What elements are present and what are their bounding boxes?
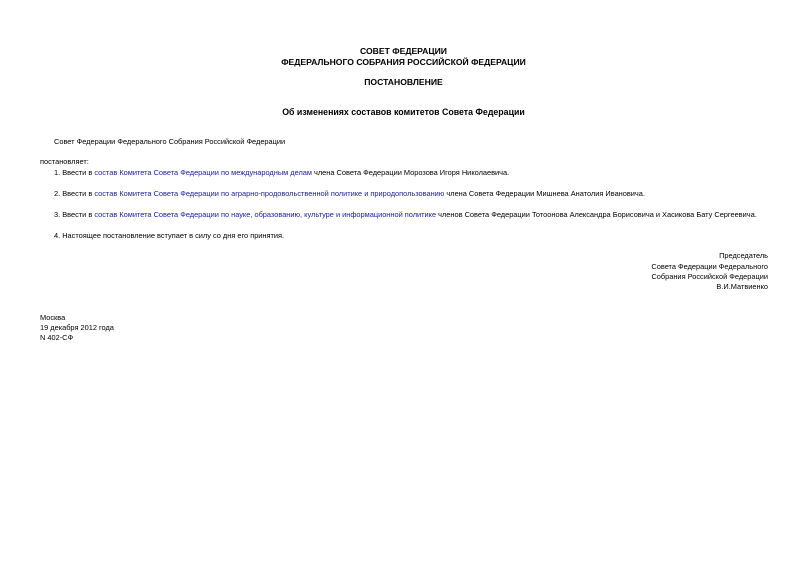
item-2-suffix: члена Совета Федерации Мишнева Анатолия Ивановича. — [444, 189, 645, 198]
committee-international-affairs-link[interactable]: состав Комитета Совета Федерации по международным делам — [94, 168, 312, 177]
document-type: ПОСТАНОВЛЕНИЕ — [364, 77, 443, 87]
signature-title-2: Совета Федерации Федерального — [651, 262, 768, 271]
item-3-prefix: 3. Ввести в — [54, 210, 95, 219]
header-line-2: ФЕДЕРАЛЬНОГО СОБРАНИЯ РОССИЙСКОЙ ФЕДЕРАЦИИ — [281, 57, 526, 67]
signatory-name: В.И.Матвиенко — [716, 282, 768, 291]
resolution-item-4: 4. Настоящее постановление вступает в силу со дня его принятия. — [54, 231, 285, 240]
signature-title-3: Собрания Российской Федерации — [651, 272, 768, 281]
committee-agrarian-policy-link[interactable]: состав Комитета Совета Федерации по аграрно-продовольственной политике и природопользованию — [94, 189, 445, 198]
resolution-item-1 — [54, 168, 509, 178]
item-1-prefix: 1. Ввести в — [54, 168, 95, 177]
resolution-item-2 — [54, 189, 645, 199]
item-1-suffix: члена Совета Федерации Морозова Игоря Николаевича. — [311, 168, 510, 177]
document-number: N 402-СФ — [40, 333, 74, 342]
header-line-1: СОВЕТ ФЕДЕРАЦИИ — [360, 46, 447, 56]
document-title: Об изменениях составов комитетов Совета Федерации — [282, 107, 525, 117]
resolves-label: постановляет: — [40, 157, 89, 166]
signature-title-1: Председатель — [719, 251, 768, 260]
adoption-date: 19 декабря 2012 года — [40, 323, 114, 332]
resolution-item-3 — [54, 210, 757, 220]
preamble: Совет Федерации Федерального Собрания Российской Федерации — [54, 137, 286, 146]
place-of-adoption: Москва — [40, 313, 66, 322]
item-3-suffix: членов Совета Федерации Тотоонова Александра Борисовича и Хасикова Бату Сергеевича. — [436, 210, 757, 219]
committee-science-education-link[interactable]: состав Комитета Совета Федерации по науке, образованию, культуре и информационной политике — [94, 210, 437, 219]
item-2-prefix: 2. Ввести в — [54, 189, 95, 198]
